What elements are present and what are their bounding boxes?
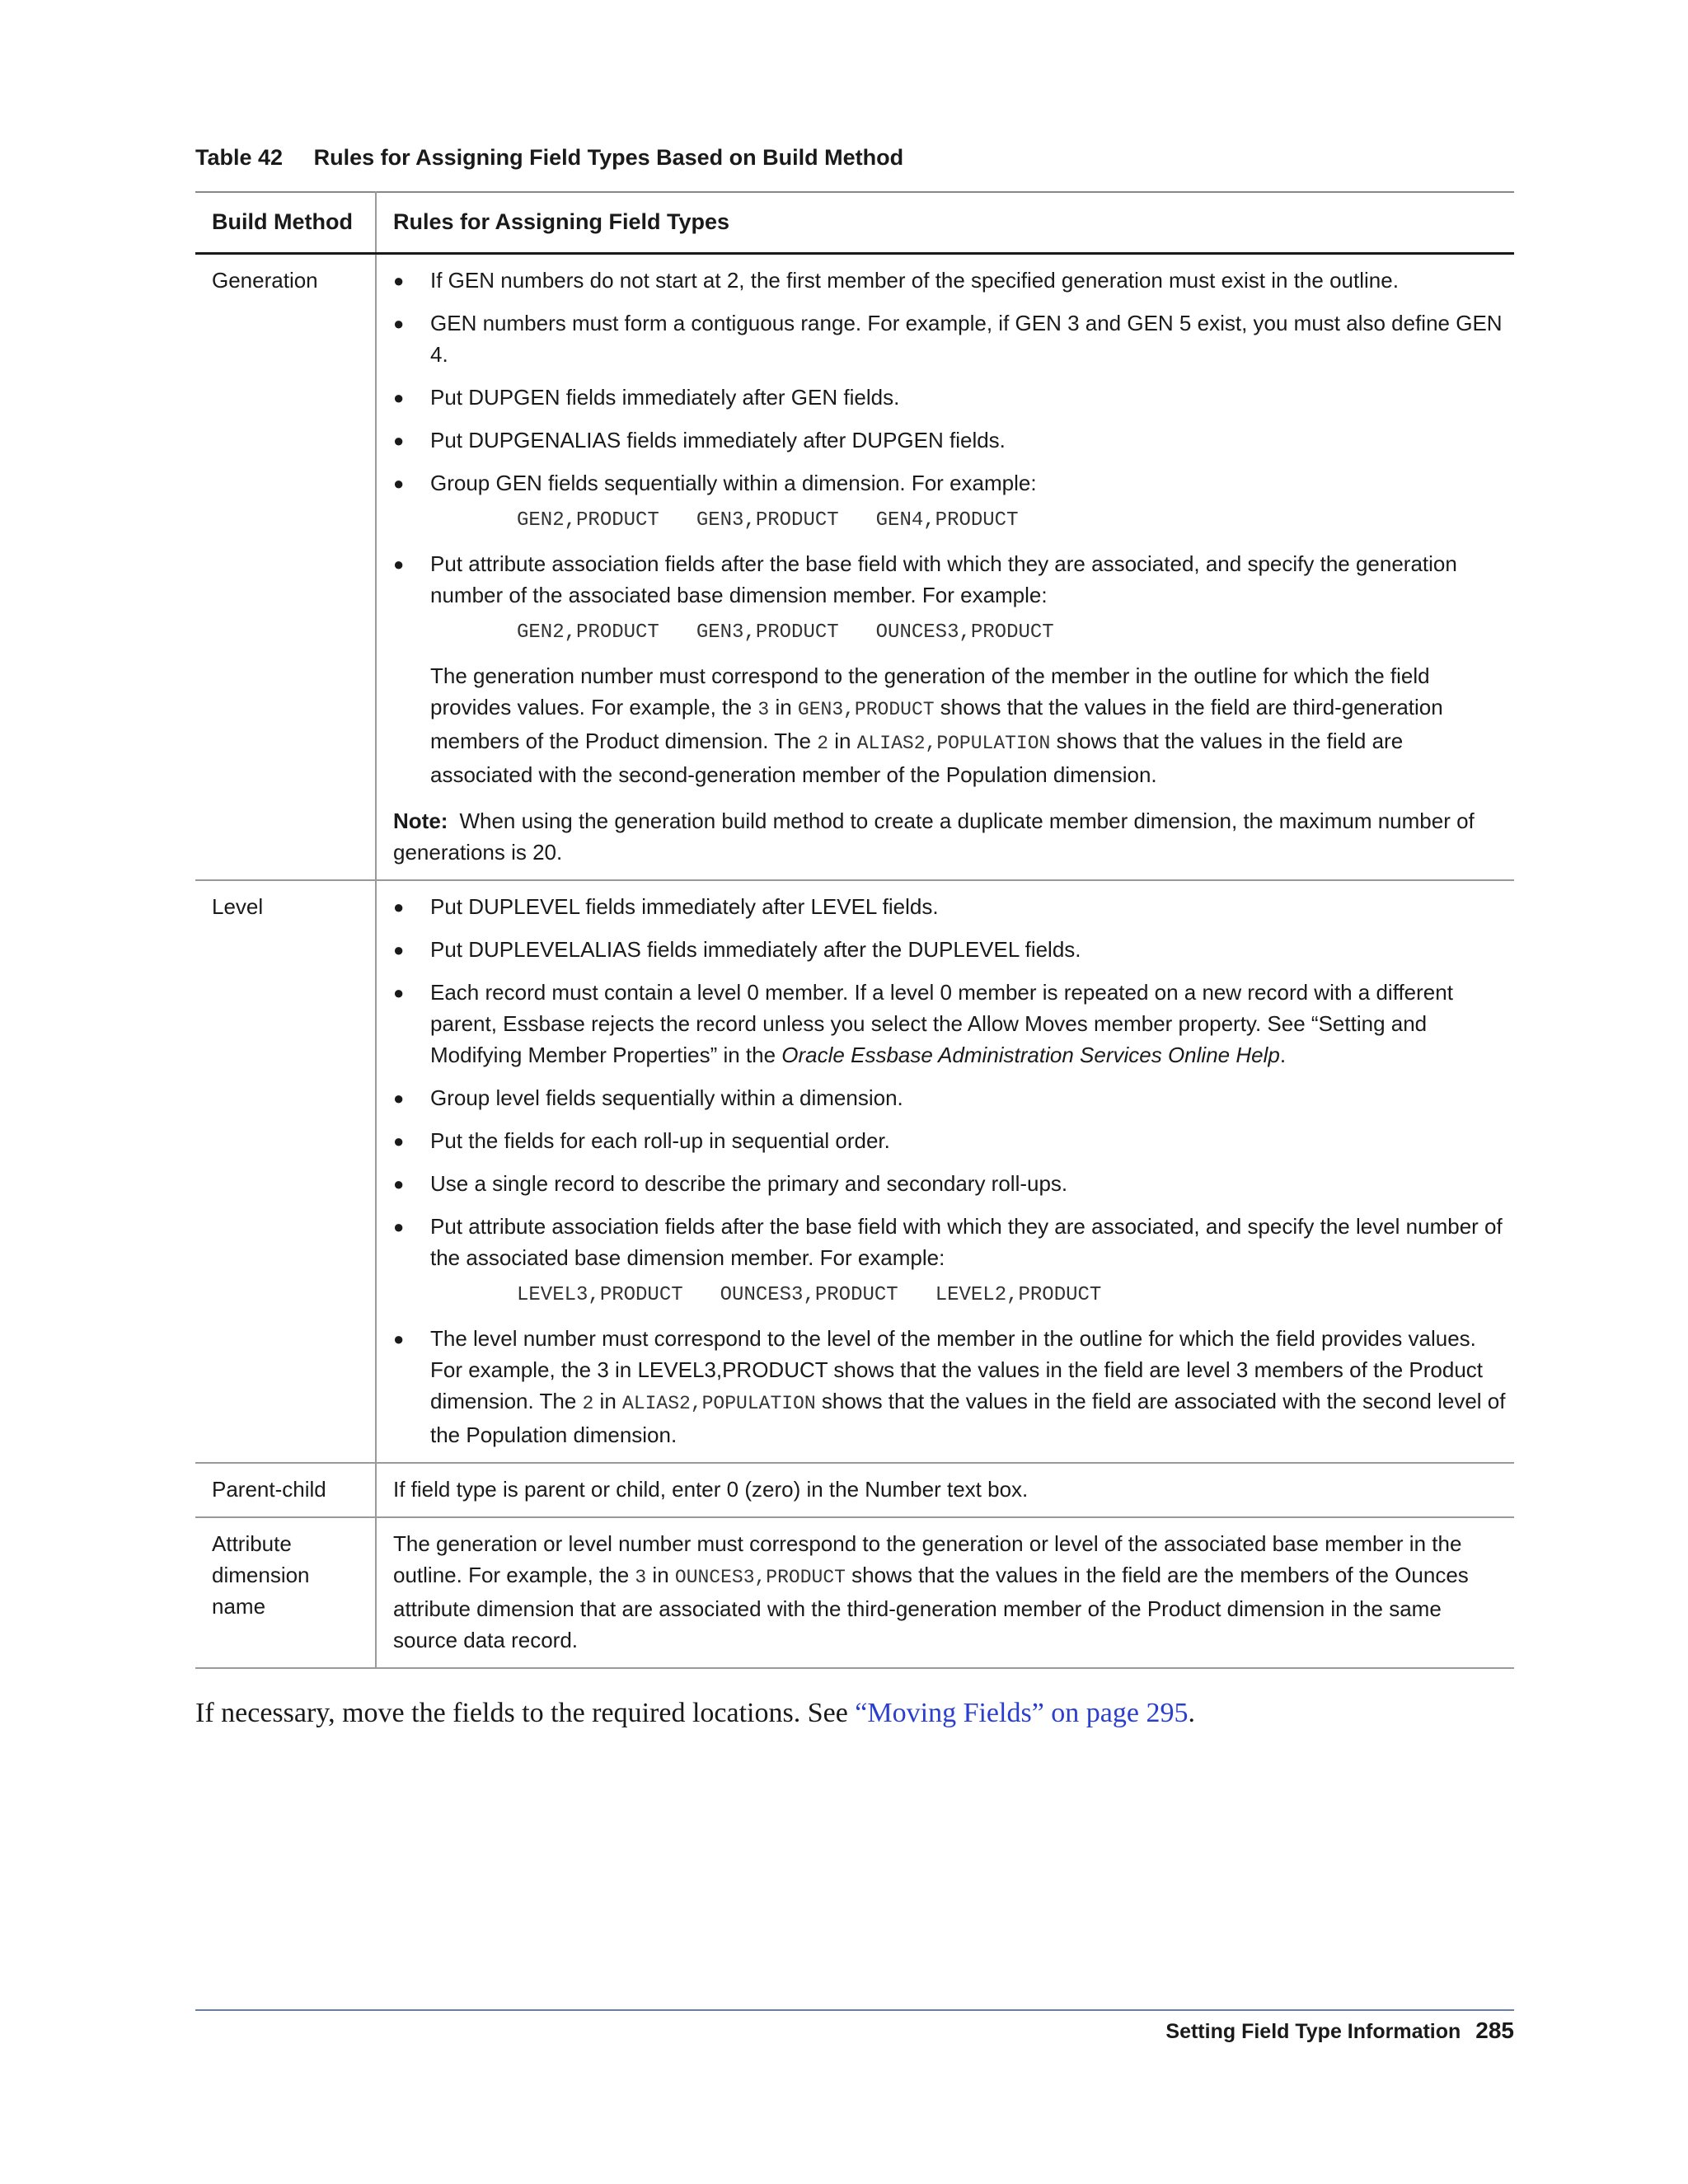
list-item: ● If GEN numbers do not start at 2, the first member of the specified generation must exist in the outline. — [393, 265, 1506, 296]
generation-note: Note: When using the generation build method to create a duplicate member dimension, the maximum number of generations is 20. — [393, 808, 1475, 865]
list-item: ● Group level fields sequentially within a dimension. — [393, 1082, 1506, 1113]
footer-divider — [195, 2009, 1514, 2011]
method-attribute: Attribute dimension name — [195, 1517, 376, 1668]
footer-section-title: Setting Field Type Information — [1165, 2020, 1461, 2043]
table-header-row — [195, 192, 1514, 254]
note-label: Note: — [393, 808, 448, 833]
code-example: GEN2,PRODUCT GEN3,PRODUCT OUNCES3,PRODUCT — [517, 621, 1054, 644]
list-item: ● GEN numbers must form a contiguous range. For example, if GEN 3 and GEN 5 exist, you must also define GEN 4. — [393, 307, 1506, 370]
generation-rule-list — [393, 265, 1506, 649]
table-caption — [195, 145, 903, 171]
table-number: Table 42 — [195, 145, 284, 170]
list-item: ● Put attribute association fields after the base field with which they are associated, and specify the generation number of the associated base dimension member. For example: GEN2,PRODUCT GEN3,PRODUCT OUNCES3,PRODUCT — [393, 548, 1506, 649]
page-number: 285 — [1475, 2018, 1514, 2043]
method-generation: Generation — [195, 254, 376, 881]
table-title: Rules for Assigning Field Types Based on Build Method — [313, 145, 904, 170]
table-row-level — [195, 880, 1514, 1463]
code-example: GEN2,PRODUCT GEN3,PRODUCT GEN4,PRODUCT — [517, 509, 1019, 532]
list-item: ● The level number must correspond to the level of the member in the outline for which the field provides values. For example, the 3 in LEVEL3,PRODUCT shows that the values in the field are level 3 members of the Product dimension. The 2 in ALIAS2,POPULATION shows that the values in the field are associated with the second level of the Population dimension. — [393, 1323, 1506, 1451]
moving-fields-link[interactable]: “Moving Fields” on page 295 — [855, 1698, 1189, 1728]
list-item: ● Put DUPLEVELALIAS fields immediately after the DUPLEVEL fields. — [393, 934, 1506, 965]
list-item: ● Put the fields for each roll-up in sequential order. — [393, 1125, 1506, 1156]
list-item: ● Put DUPLEVEL fields immediately after LEVEL fields. — [393, 891, 1506, 922]
list-item: ● Put DUPGENALIAS fields immediately after DUPGEN fields. — [393, 424, 1506, 456]
list-item: ● Put DUPGEN fields immediately after GEN fields. — [393, 382, 1506, 413]
list-item: ● Use a single record to describe the primary and secondary roll-ups. — [393, 1168, 1506, 1199]
body-paragraph: If necessary, move the fields to the required locations. See “Moving Fields” on page 295. — [195, 1698, 1195, 1728]
header-rules: Rules for Assigning Field Types — [393, 209, 730, 234]
code-example: LEVEL3,PRODUCT OUNCES3,PRODUCT LEVEL2,PRODUCT — [517, 1284, 1102, 1306]
table-row-attribute — [195, 1517, 1514, 1668]
header-build-method: Build Method — [195, 192, 376, 254]
method-parent-child: Parent-child — [195, 1463, 376, 1517]
list-item: ● Put attribute association fields after the base field with which they are associated, and specify the level number of the associated base dimension member. For example: LEVEL3,PRODUCT OUNCES3,PRODUCT LEVEL2,PRODUCT — [393, 1211, 1506, 1311]
table-row-parent-child — [195, 1463, 1514, 1517]
list-item: ● Each record must contain a level 0 member. If a level 0 member is repeated on a new record with a different parent, Essbase rejects the record unless you select the Allow Moves member property. See “Setting and Modifying Member Properties” in the Oracle Essbase Administration Services Online Help. — [393, 977, 1506, 1071]
level-rule-list — [393, 891, 1506, 1451]
rules-generation — [376, 254, 1514, 881]
rules-level — [376, 880, 1514, 1463]
rules-parent-child: If field type is parent or child, enter 0 (zero) in the Number text box. — [393, 1477, 1029, 1502]
rules-attribute: The generation or level number must correspond to the generation or level of the associated base member in the outline. For example, the 3 in OUNCES3,PRODUCT shows that the values in the field are the members of the Ounces attribute dimension that are associated with the third-generation member of the Product dimension in the same source data record. — [393, 1531, 1469, 1652]
list-item: ● Group GEN fields sequentially within a dimension. For example: GEN2,PRODUCT GEN3,PRODUCT GEN4,PRODUCT — [393, 467, 1506, 537]
table-row-generation — [195, 254, 1514, 881]
rules-table — [195, 191, 1514, 1669]
page-footer — [1165, 2018, 1514, 2044]
generation-explanation: The generation number must correspond to the generation of the member in the outline for which the field provides values. For example, the 3 in GEN3,PRODUCT shows that the values in the field are third-generation members of the Product dimension. The 2 in ALIAS2,POPULATION shows that the values in the field are associated with the second-generation member of the Population dimension. — [430, 663, 1443, 787]
method-level: Level — [195, 880, 376, 1463]
